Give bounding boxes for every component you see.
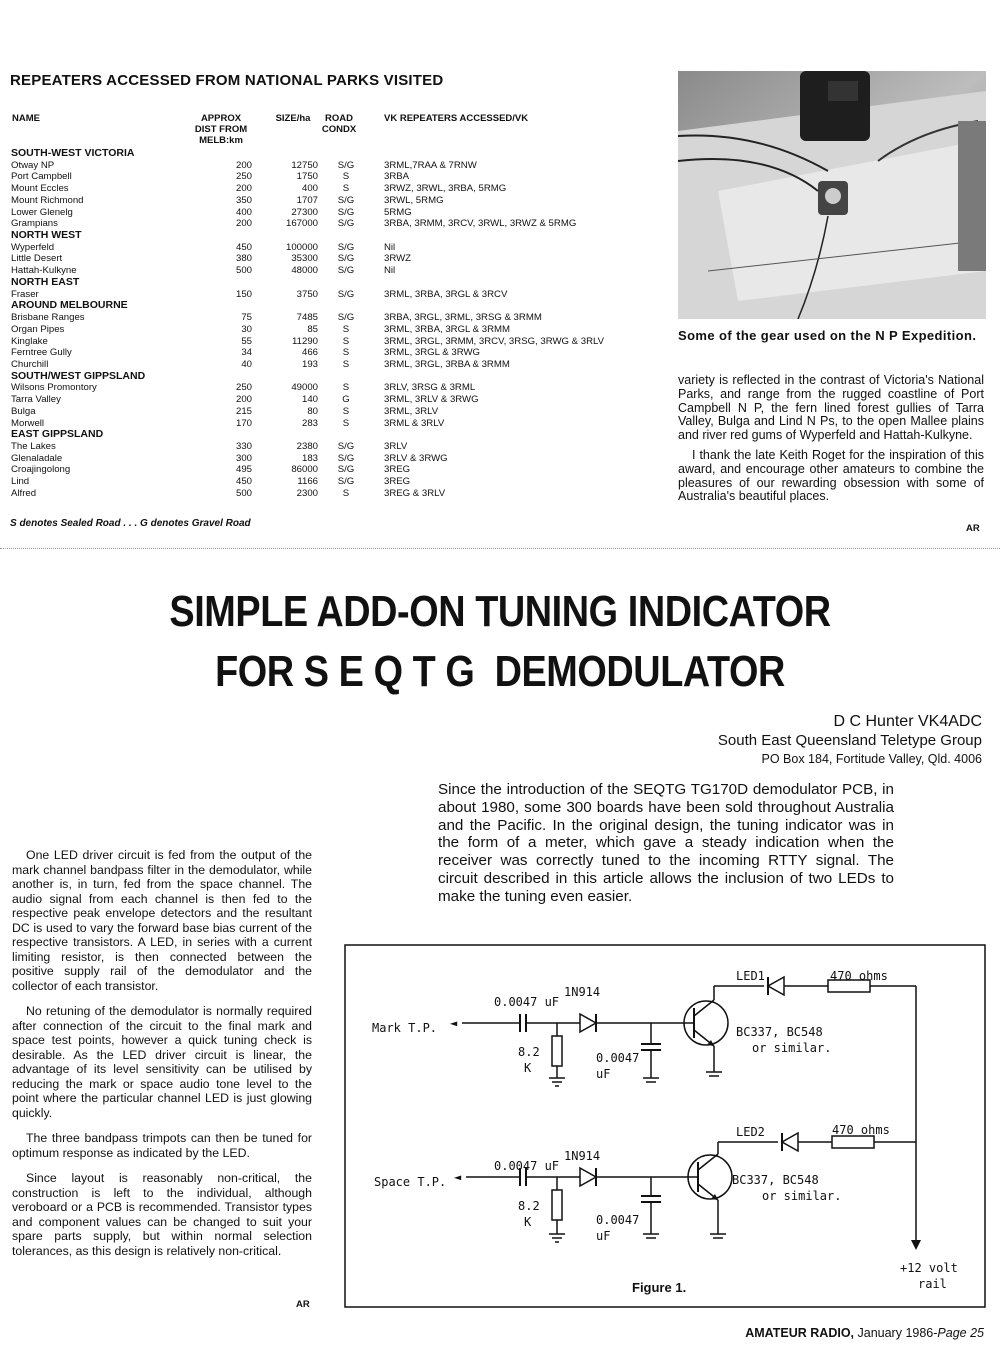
size-cell: 80 [307,405,318,417]
article-title-line1: SIMPLE ADD-ON TUNING INDICATOR [169,587,831,636]
park-name: Lind [11,476,30,488]
table-row [10,171,660,183]
road-cell: S/G [337,206,355,218]
park-name: Morwell [11,417,45,429]
repeaters-cell: 3RBA [384,171,410,183]
organisation: South East Queensland Teletype Group [717,732,982,749]
col-dist-header: APPROX DIST FROM MELB:km [194,113,248,146]
rail-label-2: rail [918,1277,947,1291]
repeaters-cell: 3RML,7RAA & 7RNW [384,159,477,171]
park-name: Glenaladale [11,452,63,464]
distance-cell: 400 [235,206,252,218]
table-footnote: S denotes Sealed Road . . . G denotes Gravel Road [10,518,251,529]
mark-diode-label: 1N914 [564,985,601,999]
distance-cell: 150 [235,288,252,300]
distance-cell: 250 [235,171,252,183]
distance-cell: 200 [235,394,252,406]
size-cell: 1707 [296,194,318,206]
road-cell: S/G [337,194,355,206]
mark-tp-arrow: ◄ [450,1016,458,1030]
size-cell: 48000 [291,265,318,277]
repeaters-cell: 3RML, 3RGL, 3RMM, 3RCV, 3RSG, 3RWG & 3RLV [384,335,605,347]
repeaters-cell: 3RML, 3RGL & 3RWG [384,347,480,359]
table-row [10,218,660,230]
size-cell: 183 [301,452,318,464]
park-name: Wilsons Promontory [11,382,97,394]
park-name: Grampians [11,218,58,230]
repeaters-cell: 3RLV [384,440,408,452]
table-row [10,382,660,394]
road-cell: G [342,394,350,406]
repeaters-cell: 3REG [384,464,411,476]
repeaters-cell: 3RML, 3RBA, 3RGL & 3RCV [384,288,508,300]
size-cell: 35300 [291,253,318,265]
road-cell: S/G [337,452,355,464]
col-size-header: SIZE/ha [275,113,311,124]
table-row [10,207,660,219]
road-cell: S [342,382,350,394]
size-cell: 1166 [297,476,318,488]
size-cell: 2380 [296,440,318,452]
distance-cell: 200 [235,218,252,230]
distance-cell: 500 [235,265,252,277]
table-row [10,160,660,172]
repeaters-cell: 3REG [384,476,411,488]
repeaters-cell: Nil [384,241,396,253]
road-cell: S [342,417,350,429]
space-input-cap-label: 0.0047 uF [494,1159,560,1173]
repeaters-cell: Nil [384,265,396,277]
repeaters-cell: 3RLV, 3RSG & 3RML [384,382,476,394]
table-row [10,488,660,500]
table-row [10,464,660,476]
table-row [10,195,660,207]
distance-cell: 55 [241,335,252,347]
repeater-table [10,148,660,500]
repeaters-cell: 3RML, 3RGL, 3RBA & 3RMM [384,358,510,370]
park-name: Lower Glenelg [11,206,73,218]
distance-cell: 380 [235,253,252,265]
size-cell: 86000 [291,464,318,476]
table-row [10,347,660,359]
repeaters-cell: 3RBA, 3RMM, 3RCV, 3RWL, 3RWZ & 5RMG [384,218,577,230]
distance-cell: 450 [235,476,252,488]
road-cell: S [342,358,350,370]
road-cell: S/G [337,218,355,230]
table-region-row [10,429,660,441]
col-repeaters-header: VK REPEATERS ACCESSED/VK [384,113,529,124]
park-name: Bulga [11,405,36,417]
figure-caption: Figure 1. [632,1280,687,1295]
table-row [10,312,660,324]
article-intro: Since the introduction of the SEQTG TG170D demodulator PCB, in about 1980, some 300 boards have been sold throughout Australia and the Pacific. In the original design, the tuning indicator was in the form of a meter, which gave a steady indication when the receiver was correctly tuned to the incoming RTTY signal. The circuit described in this article allows the inclusion of two LEDs to make the tuning even easier. [438,781,894,905]
table-row [10,336,660,348]
road-cell: S [342,323,350,335]
page-number: Page 25 [937,1326,984,1340]
repeaters-cell: 3RWZ, 3RWL, 3RBA, 5RMG [384,183,507,195]
article-body [12,848,312,1269]
table-heading: REPEATERS ACCESSED FROM NATIONAL PARKS VISITED [10,72,444,89]
distance-cell: 170 [235,417,252,429]
size-cell: 3750 [296,288,318,300]
distance-cell: 350 [235,194,252,206]
table-region-row [10,230,660,242]
table-row [10,359,660,371]
size-cell: 27300 [291,206,318,218]
road-cell: S/G [337,312,355,324]
issue-date: January 1986- [854,1326,938,1340]
repeaters-cell: 3RWL, 5RMG [384,194,444,206]
park-name: Organ Pipes [11,323,65,335]
mark-res-unit: K [524,1061,532,1075]
end-mark: AR [296,1299,310,1310]
road-cell: S/G [337,265,355,277]
led1-label: LED1 [736,969,765,983]
park-name: Port Campbell [11,171,72,183]
address: PO Box 184, Fortitude Valley, Qld. 4006 [761,752,982,766]
table-row [10,265,660,277]
distance-cell: 200 [235,159,252,171]
repeaters-cell: 3RML, 3RLV & 3RWG [384,394,479,406]
repeaters-cell: 3RML, 3RLV [384,405,439,417]
region-name: AROUND MELBOURNE [11,299,128,312]
article-title-line2: FOR S E Q T G DEMODULATOR [215,647,785,696]
distance-cell: 300 [235,452,252,464]
table-row [10,441,660,453]
distance-cell: 40 [241,358,252,370]
size-cell: 400 [301,183,318,195]
mark-filter-cap-label: 0.0047 [596,1051,640,1065]
park-name: Kinglake [11,335,48,347]
table-region-row [10,371,660,383]
body-paragraph: One LED driver circuit is fed from the output of the mark channel bandpass filter in the demodulator, while another is, in turn, fed from the space channel. The audio signal from each channel is then fed to the respective peak envelope detectors and the resultant DC is used to vary the forward base bias current of the respective transistors. A LED, in series with a current limiting resistor, is then connected between the positive supply rail of the demodulator and the collector of each transistor. [12,848,312,993]
col-road-header: ROAD CONDX [321,113,357,135]
table-row [10,453,660,465]
table-region-row [10,148,660,160]
size-cell: 85 [307,323,318,335]
distance-cell: 200 [235,183,252,195]
park-name: Ferntree Gully [11,347,72,359]
road-cell: S [342,347,350,359]
park-name: Brisbane Ranges [11,312,85,324]
space-res-unit: K [524,1215,532,1229]
road-cell: S/G [337,476,355,488]
park-name: Little Desert [11,253,63,265]
road-cell: S [342,335,350,347]
table-row [10,476,660,488]
park-name: Fraser [11,288,39,300]
repeaters-cell: 3RLV & 3RWG [384,452,448,464]
distance-cell: 30 [241,323,252,335]
distance-cell: 215 [235,405,252,417]
end-mark: AR [966,523,980,534]
region-name: NORTH WEST [11,229,82,242]
park-name: Alfred [11,487,37,499]
region-name: SOUTH/WEST GIPPSLAND [11,369,146,382]
author: D C Hunter VK4ADC [833,713,982,730]
col-name-header: NAME [12,113,40,124]
park-name: Mount Richmond [11,194,84,206]
size-cell: 2300 [296,487,318,499]
table-row [10,406,660,418]
road-cell: S/G [337,464,355,476]
magazine-name: AMATEUR RADIO, [745,1326,855,1340]
size-cell: 1750 [296,171,318,183]
space-transistor-alt: or similar. [762,1189,842,1203]
road-cell: S/G [337,241,355,253]
space-tp-label: Space T.P. [374,1175,447,1189]
table-row [10,183,660,195]
body-paragraph: The three bandpass trimpots can then be tuned for optimum response as indicated by the LED. [12,1131,312,1160]
repeaters-cell: 3RWZ [384,253,412,265]
table-region-row [10,277,660,289]
table-row [10,418,660,430]
park-name: Otway NP [11,159,55,171]
distance-cell: 495 [235,464,252,476]
distance-cell: 250 [235,382,252,394]
table-row [10,242,660,254]
led1-resistor-label: 470 ohms [830,969,888,983]
repeaters-cell: 3RML, 3RBA, 3RGL & 3RMM [384,323,510,335]
mark-input-cap-label: 0.0047 uF [494,995,560,1009]
size-cell: 7485 [296,312,318,324]
mark-transistor-label: BC337, BC548 [736,1025,823,1039]
mark-res-value: 8.2 [518,1045,540,1059]
road-cell: S [342,405,350,417]
repeaters-cell: 3RBA, 3RGL, 3RML, 3RSG & 3RMM [384,312,542,324]
size-cell: 12750 [291,159,318,171]
region-name: NORTH EAST [11,275,80,288]
distance-cell: 450 [235,241,252,253]
led2-label: LED2 [736,1125,765,1139]
size-cell: 466 [301,347,318,359]
park-name: The Lakes [11,440,56,452]
park-name: Croajingolong [11,464,71,476]
road-cell: S/G [337,288,355,300]
road-cell: S [342,183,350,195]
table-row [10,324,660,336]
rail-label: +12 volt [900,1261,958,1275]
distance-cell: 330 [235,440,252,452]
mark-tp-label: Mark T.P. [372,1021,438,1035]
road-cell: S/G [337,159,355,171]
park-name: Wyperfeld [11,241,55,253]
road-cell: S [342,171,350,183]
section-divider [0,548,1000,550]
park-name: Churchill [11,358,49,370]
road-cell: S/G [337,440,355,452]
repeaters-cell: 3RML & 3RLV [384,417,445,429]
space-tp-arrow: ◄ [454,1170,462,1184]
expedition-photo [678,71,986,319]
photo-caption: Some of the gear used on the N P Expedition. [678,328,977,343]
led2-resistor-label: 470 ohms [832,1123,890,1137]
size-cell: 100000 [285,241,318,253]
circuit-diagram [344,944,986,1308]
road-cell: S/G [337,253,355,265]
page-footer [0,1326,984,1340]
size-cell: 140 [301,394,318,406]
park-name: Hattah-Kulkyne [11,265,77,277]
size-cell: 283 [301,417,318,429]
right-paragraph: variety is reflected in the contrast of Victoria's National Parks, and range from the rugged coastline of Port Campbell N P, the fern lined forest gullies of Tarra Valley, Bulga and Lind N Ps, to the open Mallee plains and river red gums of Wyperfeld and Hattah-Kulkyne. [678,373,984,443]
space-diode-label: 1N914 [564,1149,601,1163]
repeaters-cell: 3REG & 3RLV [384,487,446,499]
table-region-row [10,300,660,312]
body-paragraph: No retuning of the demodulator is normally required after connection of the circuit to the final mark and space test points, however a quick tuning check is desirable. As the LED driver circuit is linear, the advantage of its level sensitivity can be utilised by reducing the mark or space audio tone level to the point where the particular channel LED is just glowing quickly. [12,1004,312,1120]
table-row [10,394,660,406]
space-filter-cap-label: 0.0047 [596,1213,640,1227]
right-column-text [678,374,984,510]
distance-cell: 500 [235,487,252,499]
repeaters-cell: 5RMG [384,206,412,218]
region-name: SOUTH-WEST VICTORIA [11,147,135,159]
space-res-value: 8.2 [518,1199,540,1213]
table-row [10,253,660,265]
park-name: Mount Eccles [11,183,69,195]
space-filter-cap-unit: uF [596,1229,611,1243]
size-cell: 11290 [292,335,318,347]
right-paragraph: I thank the late Keith Roget for the inspiration of this award, and encourage other amateurs to combine the pleasures of our rewarding obsession with some of Australia's beautiful places. [678,447,984,504]
road-cell: S [342,487,350,499]
size-cell: 49000 [291,382,318,394]
body-paragraph: Since layout is reasonably non-critical, the construction is left to the individual, although veroboard or a PCB is recommended. Transistor types and component values can be changed to suit your spare parts supply, but within normal selection tolerances, as this design is relatively non-critical. [12,1171,312,1258]
mark-transistor-alt: or similar. [752,1041,832,1055]
region-name: EAST GIPPSLAND [11,428,104,441]
mark-filter-cap-unit: uF [596,1067,611,1081]
space-transistor-label: BC337, BC548 [732,1173,819,1187]
park-name: Tarra Valley [11,394,61,406]
size-cell: 167000 [285,218,318,230]
distance-cell: 75 [241,312,252,324]
distance-cell: 34 [241,347,252,359]
size-cell: 193 [301,358,318,370]
